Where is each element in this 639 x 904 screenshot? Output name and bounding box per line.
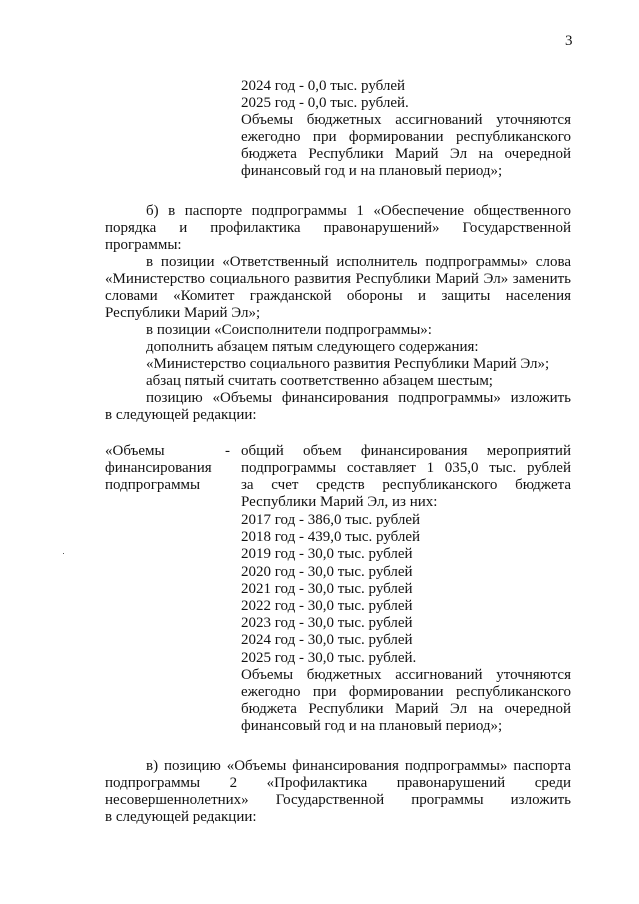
table-value-line: общий объем финансирования мероприятий	[241, 443, 571, 459]
text-line: «Министерство социального развития Республики Марий Эл» заменить	[105, 271, 571, 287]
table-value-line: 2023 год - 30,0 тыс. рублей	[241, 615, 413, 631]
table-value-line: 2024 год - 30,0 тыс. рублей	[241, 632, 413, 648]
page-number: 3	[565, 33, 573, 49]
text-line: словами «Комитет гражданской обороны и защиты населения	[105, 288, 571, 304]
table-label-line: финансирования	[105, 460, 212, 476]
table-dash: -	[225, 443, 230, 459]
text-line: несовершеннолетних» Государственной программы изложить	[105, 792, 571, 808]
table-label-line: «Объемы	[105, 443, 165, 459]
text-line: Объемы бюджетных ассигнований уточняются	[241, 112, 571, 128]
text-line: финансовый год и на плановый период»;	[241, 163, 503, 179]
text-line: 2025 год - 0,0 тыс. рублей.	[241, 95, 409, 111]
text-line: абзац пятый считать соответственно абзацем шестым;	[146, 373, 493, 389]
table-value-line: 2022 год - 30,0 тыс. рублей	[241, 598, 413, 614]
text-line: ежегодно при формировании республиканского	[241, 129, 571, 145]
table-value-line: за счет средств республиканского бюджета	[241, 477, 571, 493]
text-line: дополнить абзацем пятым следующего содержания:	[146, 339, 479, 355]
text-line: «Министерство социального развития Республики Марий Эл»;	[146, 356, 550, 372]
text-line: 2024 год - 0,0 тыс. рублей	[241, 78, 406, 94]
table-label-line: подпрограммы	[105, 477, 201, 493]
table-value-line: 2025 год - 30,0 тыс. рублей.	[241, 650, 417, 666]
text-line: в позиции «Соисполнители подпрограммы»:	[146, 322, 432, 338]
text-line: позицию «Объемы финансирования подпрограммы» изложить	[146, 390, 571, 406]
table-value-line: 2021 год - 30,0 тыс. рублей	[241, 581, 413, 597]
table-value-line: бюджета Республики Марий Эл на очередной	[241, 701, 571, 717]
table-value-line: финансовый год и на плановый период»;	[241, 718, 503, 734]
text-line: б) в паспорте подпрограммы 1 «Обеспечение общественного	[146, 203, 571, 219]
table-value-line: подпрограммы составляет 1 035,0 тыс. рублей	[241, 460, 571, 476]
text-line: в позиции «Ответственный исполнитель подпрограммы» слова	[146, 254, 571, 270]
text-line: в следующей редакции:	[105, 407, 257, 423]
text-line: в) позицию «Объемы финансирования подпрограммы» паспорта	[146, 758, 571, 774]
table-value-line: 2017 год - 386,0 тыс. рублей	[241, 512, 421, 528]
text-line: подпрограммы 2 «Профилактика правонарушений среди	[105, 775, 571, 791]
table-value-line: ежегодно при формировании республиканского	[241, 684, 571, 700]
text-line: Республики Марий Эл»;	[105, 305, 261, 321]
scan-speck	[63, 553, 64, 554]
table-value-line: Республики Марий Эл, из них:	[241, 494, 438, 510]
text-line: в следующей редакции:	[105, 809, 257, 825]
text-line: бюджета Республики Марий Эл на очередной	[241, 146, 571, 162]
table-value-line: 2019 год - 30,0 тыс. рублей	[241, 546, 413, 562]
table-value-line: 2018 год - 439,0 тыс. рублей	[241, 529, 421, 545]
text-line: программы:	[105, 237, 182, 253]
table-value-line: Объемы бюджетных ассигнований уточняются	[241, 667, 571, 683]
text-line: порядка и профилактика правонарушений» Государственной	[105, 220, 571, 236]
table-value-line: 2020 год - 30,0 тыс. рублей	[241, 564, 413, 580]
